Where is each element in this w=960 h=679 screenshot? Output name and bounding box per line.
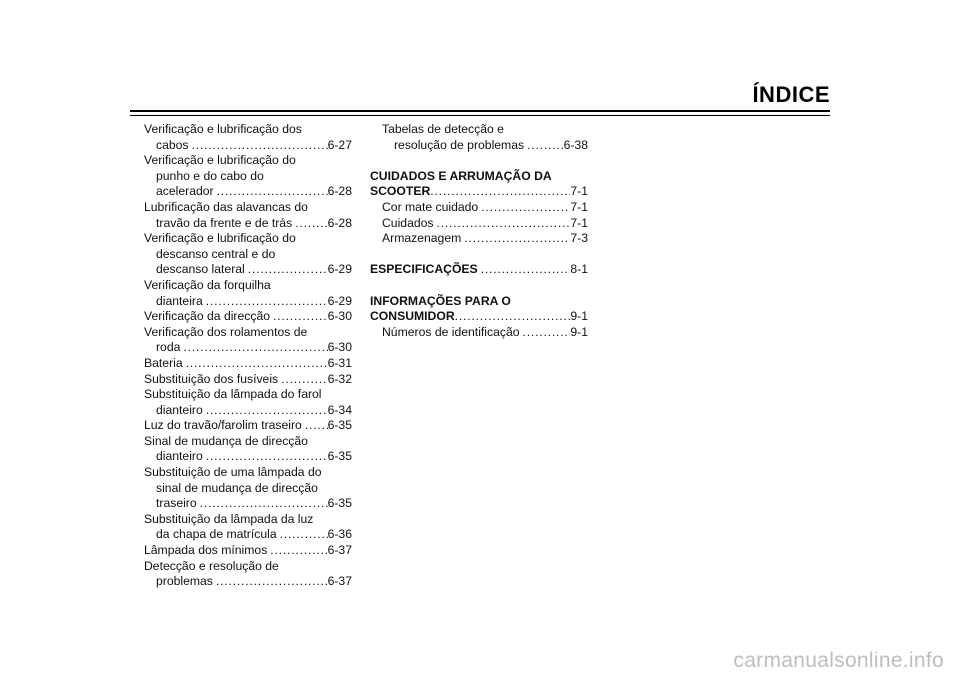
toc-entry-text: Verificação dos rolamentos de [144, 324, 308, 339]
toc-entry[interactable] [144, 418, 352, 434]
toc-entry-text: da chapa de matrícula [156, 527, 277, 542]
dot-leader [434, 216, 571, 232]
toc-entry-text: Bateria [144, 355, 183, 370]
dot-leader [455, 309, 571, 325]
toc-entry-text: Substituição de uma lâmpada do [144, 465, 322, 480]
toc-entry-text: punho e do cabo do [156, 168, 264, 183]
toc-entry-text: Cuidados [382, 215, 434, 230]
dot-leader [203, 294, 328, 310]
toc-entry[interactable] [144, 543, 352, 559]
toc-page-number: 6-37 [327, 543, 352, 558]
toc-section-text: INFORMAÇÕES PARA O [370, 293, 511, 308]
toc-column-2 [370, 122, 588, 340]
dot-leader [430, 184, 570, 200]
dot-leader [203, 449, 328, 465]
toc-page-number: 6-31 [327, 355, 352, 370]
toc-entry-text: acelerador [156, 184, 214, 199]
toc-entry-text: descanso central e do [156, 246, 276, 261]
toc-entry-text: Tabelas de detecção e [382, 122, 504, 136]
toc-entry-text: Cor mate cuidado [382, 199, 479, 214]
toc-page-number: 6-35 [327, 418, 352, 433]
toc-section-text: ESPECIFICAÇÕES [370, 262, 478, 277]
toc-entry-text: Substituição da lâmpada do farol [144, 387, 322, 402]
toc-entry[interactable] [144, 325, 352, 356]
toc-entry-text: dianteiro [156, 402, 203, 417]
dot-leader [292, 216, 327, 232]
toc-entry[interactable] [144, 200, 352, 231]
toc-entry[interactable] [144, 434, 352, 465]
dot-leader [183, 356, 328, 372]
toc-entry[interactable] [144, 372, 352, 388]
toc-entry-text: Verificação da forquilha [144, 277, 271, 292]
page-title: ÍNDICE [752, 82, 830, 107]
toc-entry-text: Verificação e lubrificação do [144, 231, 296, 246]
toc-page-number: 6-27 [327, 137, 352, 152]
spacer [370, 278, 588, 294]
toc-page-number: 6-28 [327, 215, 352, 230]
toc-entry[interactable] [144, 559, 352, 590]
toc-entry-text: descanso lateral [156, 262, 245, 277]
toc-page-number: 6-29 [327, 262, 352, 277]
toc-section-text: SCOOTER [370, 184, 431, 199]
dot-leader [180, 340, 327, 356]
toc-entry-text: Lubrificação das alavancas do [144, 199, 308, 214]
toc-page-number: 6-37 [327, 574, 352, 589]
toc-entry-text: Verificação e lubrificação do [144, 153, 296, 168]
toc-section-text: CONSUMIDOR [370, 309, 455, 324]
dot-leader [478, 200, 570, 216]
toc-page-number: 6-28 [327, 184, 352, 199]
toc-entry[interactable] [370, 122, 588, 153]
toc-entry[interactable] [144, 153, 352, 200]
toc-entry[interactable] [144, 309, 352, 325]
watermark: carmanualsonline.info [733, 649, 944, 672]
dot-leader [524, 138, 564, 154]
dot-leader [478, 262, 571, 278]
header-rule-bottom [130, 115, 830, 116]
toc-entry[interactable] [144, 278, 352, 309]
toc-entry-text: Substituição da lâmpada da luz [144, 511, 314, 526]
dot-leader [203, 403, 328, 419]
toc-entry[interactable] [370, 325, 588, 341]
toc-section-entry[interactable] [370, 169, 588, 200]
dot-leader [302, 418, 328, 434]
toc-entry-text: Luz do travão/farolim traseiro [144, 418, 302, 433]
toc-page-number: 6-29 [327, 293, 352, 308]
toc-page-number: 9-1 [570, 324, 588, 339]
dot-leader [214, 184, 328, 200]
toc-entry-text: dianteira [156, 293, 203, 308]
toc-entry-text: travão da frente e de trás [156, 215, 293, 230]
toc-entry[interactable] [144, 356, 352, 372]
toc-entry-text: resolução de problemas [394, 137, 525, 152]
toc-entry-text: sinal de mudança de direcção [156, 480, 318, 495]
toc-page-number: 6-30 [327, 309, 352, 324]
toc-page-number: 6-32 [327, 371, 352, 386]
toc-entry-text: roda [156, 340, 181, 355]
toc-entry-text: problemas [156, 574, 213, 589]
toc-entry[interactable] [144, 465, 352, 512]
dot-leader [270, 309, 328, 325]
toc-entry-text: Armazenagem [382, 231, 462, 246]
toc-entry[interactable] [144, 231, 352, 278]
dot-leader [189, 138, 328, 154]
toc-entry-text: cabos [156, 137, 189, 152]
toc-page-number: 6-36 [327, 527, 352, 542]
dot-leader [213, 574, 328, 590]
spacer [370, 247, 588, 263]
toc-entry-text: Números de identificação [382, 324, 520, 339]
toc-entry-text: Verificação e lubrificação dos [144, 122, 302, 136]
toc-page-number: 7-1 [570, 215, 588, 230]
toc-page-number: 6-34 [327, 402, 352, 417]
toc-page-number: 6-30 [327, 340, 352, 355]
dot-leader [520, 325, 571, 341]
toc-entry-text: traseiro [156, 496, 197, 511]
toc-entry[interactable] [370, 216, 588, 232]
dot-leader [245, 262, 328, 278]
toc-entry[interactable] [144, 122, 352, 153]
toc-page-number: 8-1 [570, 262, 588, 277]
spacer [370, 153, 588, 169]
toc-page-number: 7-3 [570, 231, 588, 246]
toc-section-text: CUIDADOS E ARRUMAÇÃO DA [370, 168, 552, 183]
toc-entry[interactable] [370, 200, 588, 216]
header-rule-top [130, 110, 830, 112]
toc-entry-text: Lâmpada dos mínimos [144, 543, 268, 558]
toc-page-number: 6-35 [327, 496, 352, 511]
toc-page-number: 9-1 [570, 309, 588, 324]
dot-leader [197, 496, 328, 512]
toc-entry-text: Detecção e resolução de [144, 558, 279, 573]
toc-page-number: 7-1 [570, 184, 588, 199]
dot-leader [461, 231, 570, 247]
toc-column-1 [144, 122, 352, 590]
toc-entry[interactable] [144, 387, 352, 418]
toc-entry[interactable] [370, 231, 588, 247]
toc-section-entry[interactable] [370, 262, 588, 278]
toc-page-number: 6-38 [563, 137, 588, 152]
toc-entry-text: Sinal de mudança de direcção [144, 433, 308, 448]
dot-leader [277, 527, 328, 543]
toc-entry-text: dianteiro [156, 449, 203, 464]
toc-page-number: 7-1 [570, 199, 588, 214]
toc-section-entry[interactable] [370, 294, 588, 325]
dot-leader [278, 372, 327, 388]
dot-leader [267, 543, 327, 559]
toc-entry-text: Verificação da direcção [144, 309, 271, 324]
toc-page-number: 6-35 [327, 449, 352, 464]
toc-entry[interactable] [144, 512, 352, 543]
toc-entry-text: Substituição dos fusíveis [144, 371, 279, 386]
